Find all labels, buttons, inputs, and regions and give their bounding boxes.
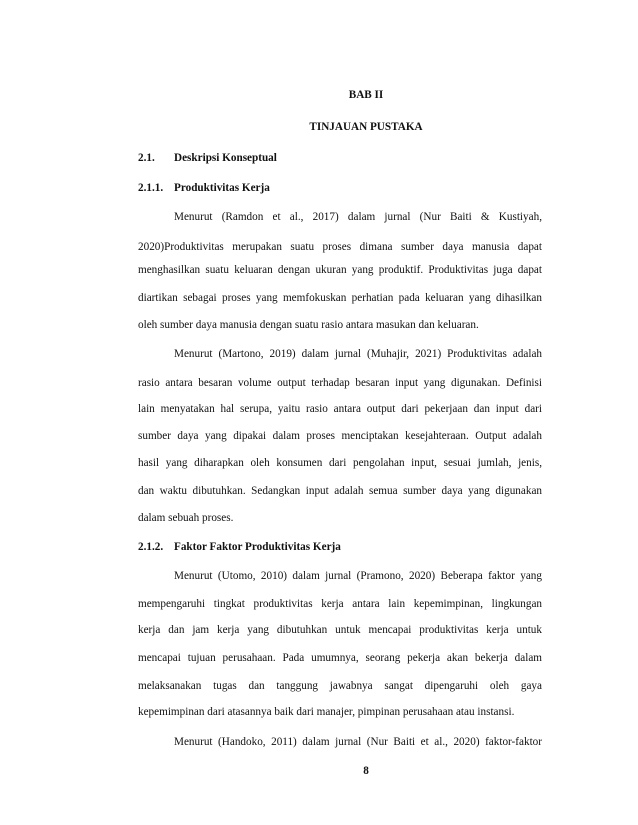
paragraph-line: mempengaruhi tingkat produktivitas kerja antara lain kepemimpinan, lingkungan [138,598,542,610]
chapter-title: TINJAUAN PUSTAKA [309,121,423,133]
section-title-2-1-2: Faktor Faktor Produktivitas Kerja [174,541,341,553]
section-number-2-1: 2.1. [138,152,155,164]
paragraph-line: menghasilkan suatu keluaran dengan ukuran yang produktif. Produktivitas juga dapat [138,264,542,276]
paragraph-line: Menurut (Utomo, 2010) dalam jurnal (Pramono, 2020) Beberapa faktor yang [174,570,542,582]
page-number: 8 [363,765,369,777]
paragraph-line: kepemimpinan dari atasannya baik dari manajer, pimpinan perusahaan atau instansi. [138,706,515,718]
paragraph-line: oleh sumber daya manusia dengan suatu rasio antara masukan dan keluaran. [138,319,479,331]
paragraph-line: dalam sebuah proses. [138,512,234,524]
paragraph-line: Menurut (Handoko, 2011) dalam jurnal (Nur Baiti et al., 2020) faktor-faktor [174,736,542,748]
section-title-2-1: Deskripsi Konseptual [174,152,277,164]
chapter-label: BAB II [348,89,384,101]
section-number-2-1-1: 2.1.1. [138,182,164,194]
paragraph-line: 2020)Produktivitas merupakan suatu proses dimana sumber daya manusia dapat [138,241,542,253]
paragraph-line: hasil yang diharapkan oleh konsumen dari pengolahan input, sesuai jumlah, jenis, [138,457,542,469]
paragraph-line: Menurut (Martono, 2019) dalam jurnal (Muhajir, 2021) Produktivitas adalah [174,348,542,360]
section-number-2-1-2: 2.1.2. [138,541,164,553]
section-title-2-1-1: Produktivitas Kerja [174,182,270,194]
paragraph-line: rasio antara besaran volume output terhadap besaran input yang digunakan. Definisi [138,377,542,389]
paragraph-line: lain menyatakan hal serupa, yaitu rasio antara output dari pekerjaan dan input dari [138,403,542,415]
paragraph-line: diartikan sebagai proses yang memfokuskan perhatian pada keluaran yang dihasilkan [138,292,542,304]
paragraph-line: dan waktu dibutuhkan. Sedangkan input adalah semua sumber daya yang digunakan [138,485,542,497]
paragraph-line: kerja dan jam kerja yang dibutuhkan untuk mencapai produktivitas kerja untuk [138,624,542,636]
paragraph-line: Menurut (Ramdon et al., 2017) dalam jurnal (Nur Baiti & Kustiyah, [174,211,542,223]
paragraph-line: melaksanakan tugas dan tanggung jawabnya sangat dipengaruhi oleh gaya [138,680,542,692]
paragraph-line: sumber daya yang dipakai dalam proses menciptakan kesejahteraan. Output adalah [138,430,542,442]
paragraph-line: mencapai tujuan perusahaan. Pada umumnya, seorang pekerja akan bekerja dalam [138,652,542,664]
